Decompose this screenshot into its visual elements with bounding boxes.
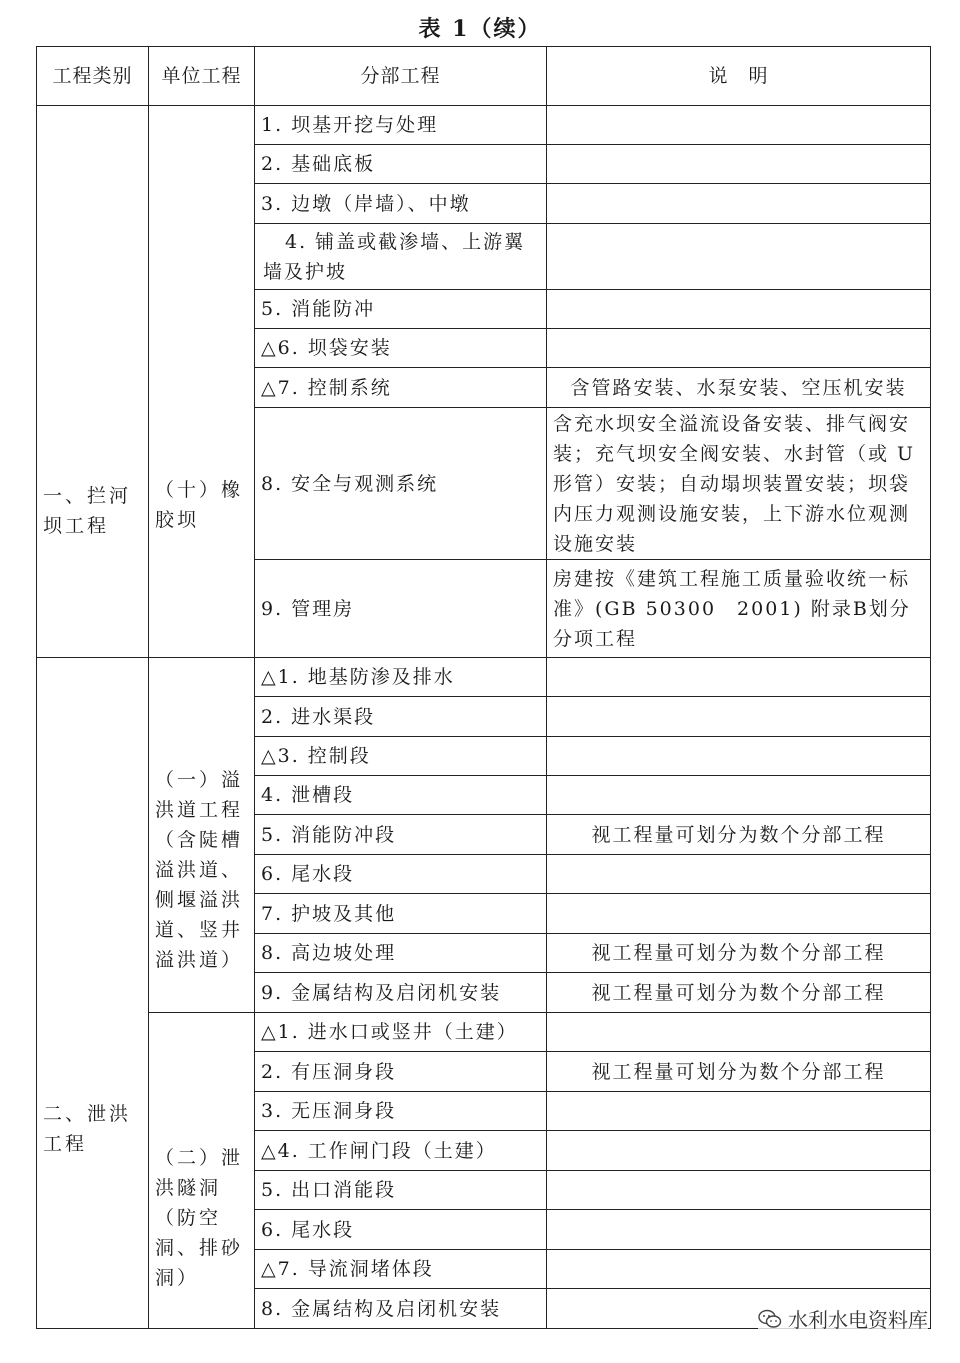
part-cell: △1. 进水口或竖井（土建） — [255, 1013, 547, 1052]
note-cell: 房建按《建筑工程施工质量验收统一标准》(GB 50300 2001) 附录B划分分项工程 — [547, 560, 931, 658]
part-cell: 5. 消能防冲 — [255, 290, 547, 329]
note-cell — [547, 776, 931, 815]
part-cell: 4. 铺盖或截渗墙、上游翼墙及护坡 — [255, 224, 547, 290]
part-cell: 3. 边墩（岸墙）、中墩 — [255, 184, 547, 224]
division-table — [36, 46, 931, 1329]
part-cell: 6. 尾水段 — [255, 855, 547, 894]
unit-cell: （一）溢洪道工程（含陡槽溢洪道、侧堰溢洪道、竖井溢洪道） — [149, 658, 255, 1013]
watermark — [758, 1304, 928, 1333]
table-row — [37, 106, 931, 145]
part-cell: 3. 无压洞身段 — [255, 1092, 547, 1131]
note-cell — [547, 1171, 931, 1210]
note-cell — [547, 290, 931, 329]
watermark-text: 水利水电资料库 — [788, 1308, 928, 1332]
note-cell — [547, 894, 931, 934]
note-cell — [547, 658, 931, 697]
wechat-icon — [758, 1309, 782, 1329]
note-cell — [547, 1210, 931, 1250]
note-cell — [547, 697, 931, 737]
part-cell: 5. 出口消能段 — [255, 1171, 547, 1210]
part-cell: 8. 安全与观测系统 — [255, 408, 547, 560]
part-cell: 8. 金属结构及启闭机安装 — [255, 1289, 547, 1329]
part-cell: 5. 消能防冲段 — [255, 815, 547, 855]
table-title: 表 1（续） — [418, 16, 542, 42]
note-cell: 视工程量可划分为数个分部工程 — [547, 934, 931, 973]
note-cell — [547, 1092, 931, 1131]
unit-cell: （二）泄洪隧洞（防空洞、排砂洞） — [149, 1013, 255, 1329]
header-part: 分部工程 — [255, 47, 547, 106]
note-cell — [547, 106, 931, 145]
note-cell: 视工程量可划分为数个分部工程 — [547, 973, 931, 1013]
note-cell: 含管路安装、水泵安装、空压机安装 — [547, 368, 931, 408]
part-cell: △3. 控制段 — [255, 737, 547, 776]
header-row — [37, 47, 931, 106]
header-note: 说 明 — [547, 47, 931, 106]
part-cell: △7. 导流洞堵体段 — [255, 1250, 547, 1289]
note-cell: 视工程量可划分为数个分部工程 — [547, 815, 931, 855]
part-cell: 7. 护坡及其他 — [255, 894, 547, 934]
note-cell — [547, 1013, 931, 1052]
note-cell: 含充水坝安全溢流设备安装、排气阀安装；充气坝安全阀安装、水封管（或 U 形管）安装；自动塌坝装置安装；坝袋内压力观测设施安装，上下游水位观测设施安装 — [547, 408, 931, 560]
note-cell — [547, 855, 931, 894]
note-cell — [547, 737, 931, 776]
part-cell: 2. 基础底板 — [255, 145, 547, 184]
header-category: 工程类别 — [37, 47, 149, 106]
part-cell: △6. 坝袋安装 — [255, 329, 547, 368]
part-cell: 1. 坝基开挖与处理 — [255, 106, 547, 145]
part-cell: 2. 有压洞身段 — [255, 1052, 547, 1092]
note-cell — [547, 224, 931, 290]
part-cell: 2. 进水渠段 — [255, 697, 547, 737]
part-cell: 9. 管理房 — [255, 560, 547, 658]
category-cell: 二、泄洪工程 — [37, 658, 149, 1329]
header-unit: 单位工程 — [149, 47, 255, 106]
part-cell: △1. 地基防渗及排水 — [255, 658, 547, 697]
note-cell — [547, 184, 931, 224]
note-cell — [547, 1131, 931, 1171]
part-cell: 4. 泄槽段 — [255, 776, 547, 815]
part-cell: △7. 控制系统 — [255, 368, 547, 408]
table-row — [37, 1013, 931, 1052]
category-cell: 一、拦河坝工程 — [37, 106, 149, 658]
note-cell — [547, 145, 931, 184]
note-cell — [547, 1250, 931, 1289]
unit-cell: （十）橡胶坝 — [149, 106, 255, 658]
note-cell — [547, 329, 931, 368]
table-row — [37, 658, 931, 697]
part-cell: 6. 尾水段 — [255, 1210, 547, 1250]
part-cell: 9. 金属结构及启闭机安装 — [255, 973, 547, 1013]
part-cell: △4. 工作闸门段（土建） — [255, 1131, 547, 1171]
part-cell: 8. 高边坡处理 — [255, 934, 547, 973]
note-cell: 视工程量可划分为数个分部工程 — [547, 1052, 931, 1092]
